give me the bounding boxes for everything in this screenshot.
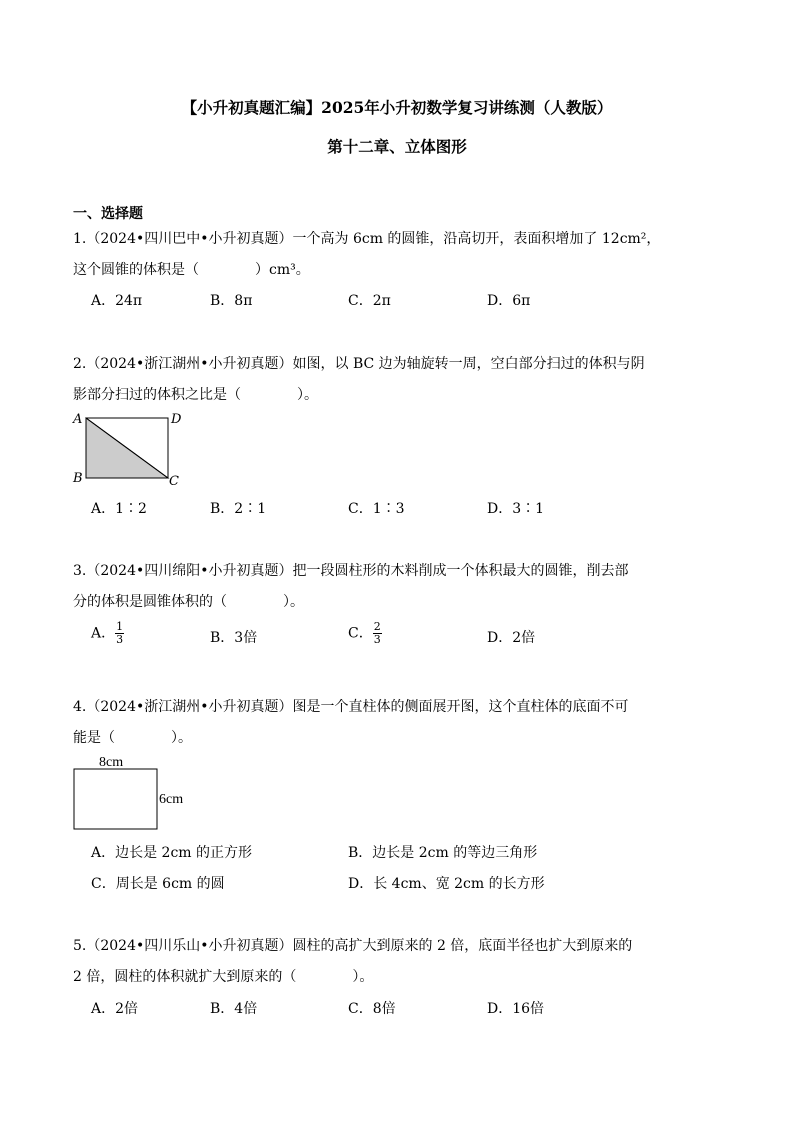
question-2-option-a[interactable]: A．1∶2	[91, 501, 147, 517]
question-3-line-1: 3.（2024•四川绵阳•小升初真题）把一段圆柱形的木料削成一个体积最大的圆锥，削去部	[73, 563, 629, 579]
question-2-option-b[interactable]: B．2∶1	[210, 501, 267, 517]
question-5-line-1: 5.（2024•四川乐山•小升初真题）圆柱的高扩大到原来的 2 倍，底面半径也扩大到原来的	[73, 938, 633, 954]
question-4-option-a[interactable]: A．边长是 2cm 的正方形	[91, 845, 253, 861]
net-rectangle	[74, 769, 157, 829]
question-4-line-1: 4.（2024•浙江湖州•小升初真题）图是一个直柱体的侧面展开图，这个直柱体的底面不可	[73, 699, 629, 715]
lateral-surface-net-figure	[70, 752, 200, 834]
question-4-option-c[interactable]: C．周长是 6cm 的圆	[91, 876, 225, 892]
question-4-line-2: 能是（ ）。	[73, 730, 192, 746]
question-5-option-b[interactable]: B．4倍	[210, 1001, 258, 1017]
question-3-option-b[interactable]: B．3倍	[210, 630, 258, 646]
question-1-line-2: 这个圆锥的体积是（ ）cm³。	[73, 262, 310, 278]
question-1-option-a[interactable]: A．24π	[91, 293, 143, 309]
label-b: B	[73, 471, 83, 486]
page-title: 【小升初真题汇编】2025年小升初数学复习讲练测（人教版）	[181, 98, 613, 117]
option-c-prefix: C．	[348, 625, 373, 642]
label-c: C	[169, 474, 179, 489]
question-1-option-d[interactable]: D．6π	[487, 293, 531, 309]
chapter-title: 第十二章、立体图形	[327, 137, 467, 156]
fraction-numerator: 2	[373, 620, 381, 633]
question-3-option-c[interactable]	[348, 621, 382, 646]
label-a: A	[73, 412, 83, 427]
rectangle-triangle-figure	[70, 408, 190, 490]
question-3-option-a[interactable]	[91, 621, 124, 646]
question-3-option-d[interactable]: D．2倍	[487, 630, 536, 646]
fraction-numerator: 1	[116, 620, 124, 633]
fraction-denominator: 3	[116, 633, 124, 646]
fraction-one-third	[115, 621, 124, 646]
label-d: D	[171, 412, 182, 427]
question-2-option-d[interactable]: D．3∶1	[487, 501, 545, 517]
question-5-option-d[interactable]: D．16倍	[487, 1001, 545, 1017]
question-2-line-1: 2.（2024•浙江湖州•小升初真题）如图，以 BC 边为轴旋转一周，空白部分扫过的体积与阴	[73, 356, 645, 372]
option-a-prefix: A．	[91, 625, 116, 642]
fraction-denominator: 3	[373, 633, 381, 646]
question-3-line-2: 分的体积是圆锥体积的（ ）。	[73, 594, 304, 610]
question-1-option-c[interactable]: C．2π	[348, 293, 391, 309]
question-5-option-a[interactable]: A．2倍	[91, 1001, 139, 1017]
question-5-line-2: 2 倍，圆柱的体积就扩大到原来的（ ）。	[73, 969, 374, 985]
question-2-line-2: 影部分扫过的体积之比是（ ）。	[73, 387, 318, 403]
question-4-option-b[interactable]: B．边长是 2cm 的等边三角形	[348, 845, 538, 861]
question-2-option-c[interactable]: C．1∶3	[348, 501, 405, 517]
label-height-6cm: 6cm	[159, 792, 184, 807]
section-title: 一、选择题	[73, 206, 143, 222]
fraction-two-thirds	[373, 621, 382, 646]
question-4-option-d[interactable]: D．长 4cm、宽 2cm 的长方形	[348, 876, 545, 892]
question-1-option-b[interactable]: B．8π	[210, 293, 253, 309]
question-5-option-c[interactable]: C．8倍	[348, 1001, 396, 1017]
label-width-8cm: 8cm	[99, 755, 124, 770]
question-1-line-1: 1.（2024•四川巴中•小升初真题）一个高为 6cm 的圆锥，沿高切开，表面积增加了 12cm²，	[73, 231, 661, 247]
